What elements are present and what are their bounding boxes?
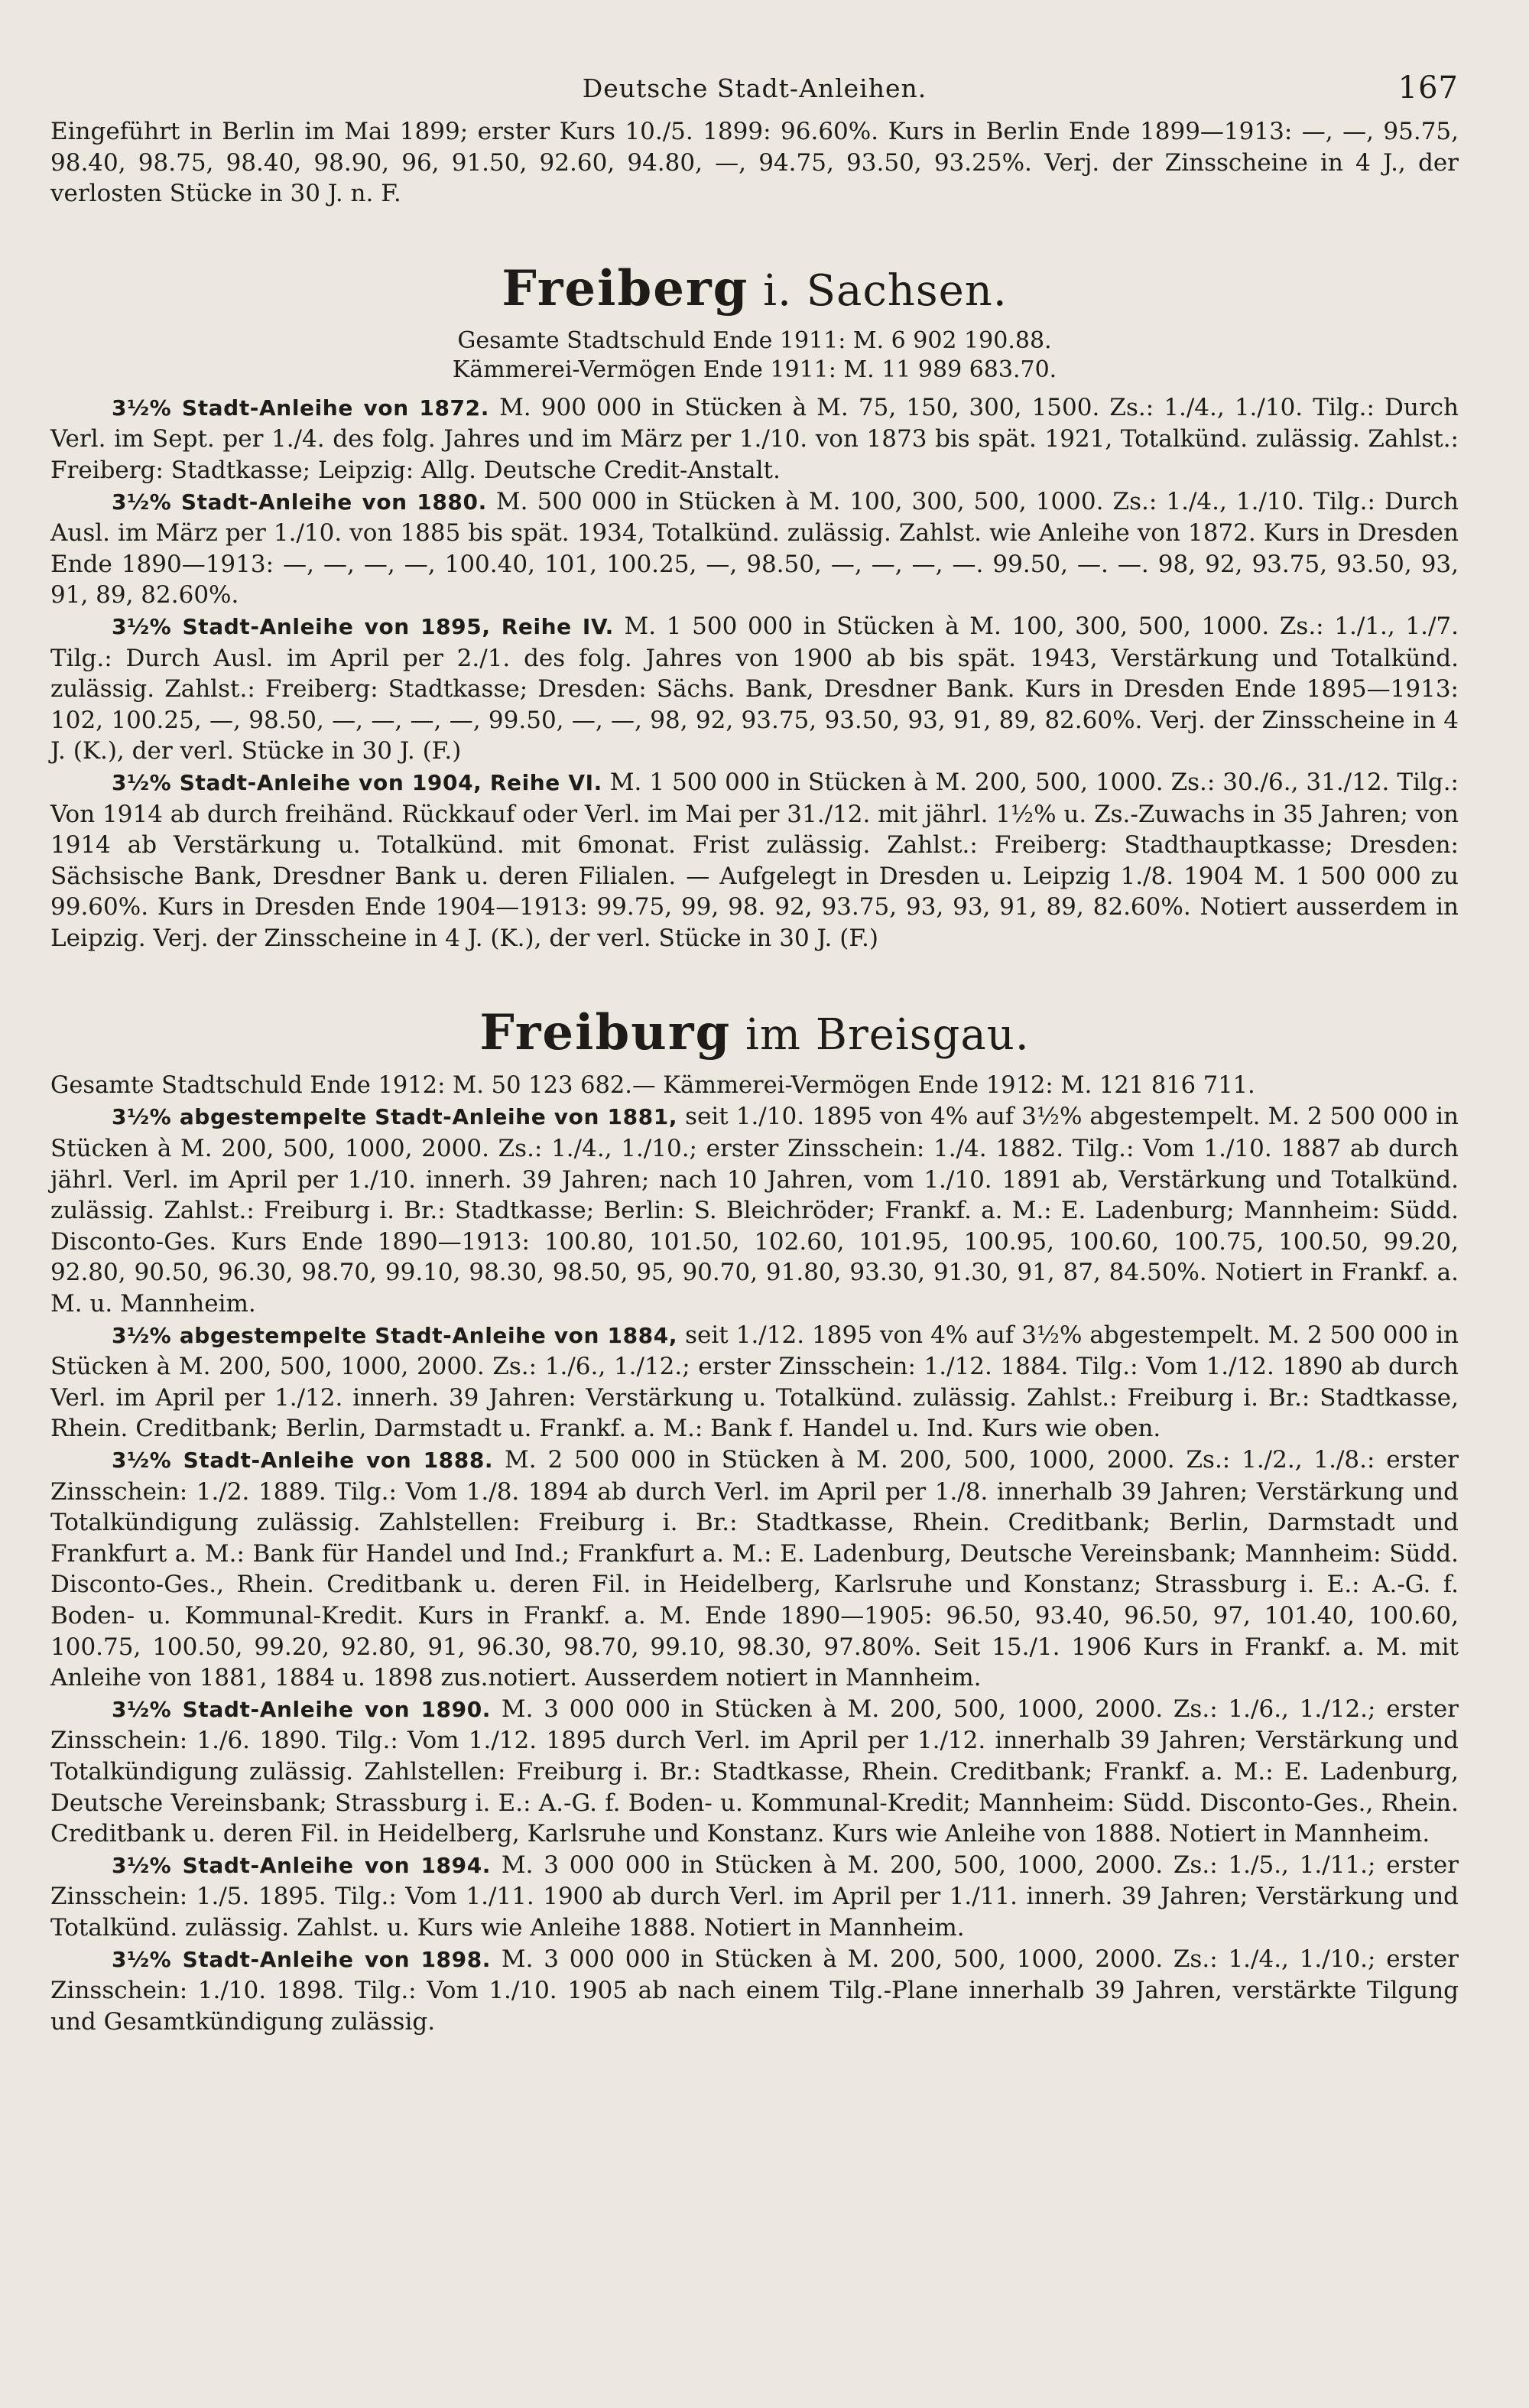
loan-heading: 3½% Stadt-Anleihe von 1898. — [112, 1946, 492, 1972]
loan-text: seit 1./10. 1895 von 4% auf 3½% abgestempelt. M. 2 500 000 in Stücken à M. 200, 500, 1000, 2000. Zs.: 1./4., 1./10.; erster Zinsschein: 1./4. 1882. Tilg.: Vom 1./10. 1887 ab durch jährl. Verl. im April per 1./10. innerh. 39 Jahren; nach 10 Jahren, vom 1./10. 1891 ab, Verstärkung und Totalkünd. zulässig. Zahlst.: Freiburg i. Br.: Stadtkasse; Berlin: S. Bleichröder; Frankf. a. M.: E. Ladenburg; Mannheim: Südd. Disconto-Ges. Kurs Ende 1890—1913: 100.80, 101.50, 102.60, 101.95, 100.95, 100.60, 100.75, 100.50, 99.20, 92.80, 90.50, 96.30, 98.70, 99.10, 98.30, 98.50, 95, 90.70, 91.80, 93.30, 91.30, 91, 87, 84.50%. Notiert in Frankf. a. M. u. Mannheim. — [50, 1103, 1459, 1318]
loan-heading: 3½% Stadt-Anleihe von 1904, Reihe VI. — [112, 769, 602, 795]
loan-text: M. 2 500 000 in Stücken à M. 200, 500, 1000, 2000. Zs.: 1./2., 1./8.: erster Zinsschein: 1./2. 1889. Tilg.: Vom 1./8. 1894 ab durch Verl. im April per 1./8. innerhalb 39 Jahren; Verstärkung und Totalkündigung zulässig. Zahlstellen: Freiburg i. Br.: Stadtkasse, Rhein. Creditbank; Berlin, Darmstadt und Frankfurt a. M.: Bank für Handel und Ind.; Frankfurt a. M.: E. Ladenburg, Deutsche Vereinsbank; Mannheim: Südd. Disconto-Ges., Rhein. Creditbank u. deren Fil. in Heidelberg, Karlsruhe und Konstanz; Strassburg i. E.: A.-G. f. Boden- u. Kommunal-Kredit. Kurs in Frankf. a. M. Ende 1890—1905: 96.50, 93.40, 96.50, 97, 101.40, 100.60, 100.75, 100.50, 99.20, 92.80, 91, 96.30, 98.70, 99.10, 98.30, 97.80%. Seit 15./1. 1906 Kurs in Frankf. a. M. mit Anleihe von 1881, 1884 u. 1898 zus.notiert. Ausserdem notiert in Mannheim. — [50, 1446, 1459, 1692]
loan-heading: 3½% Stadt-Anleihe von 1880. — [112, 489, 487, 515]
total-debt-line: Gesamte Stadtschuld Ende 1911: M. 6 902 190.88. — [457, 327, 1052, 354]
section-title-rest: i. Sachsen. — [748, 265, 1008, 316]
loan-heading: 3½% Stadt-Anleihe von 1872. — [112, 395, 489, 421]
loan-entry — [50, 486, 1459, 611]
loan-entry — [50, 1444, 1459, 1694]
loan-text: M. 3 000 000 in Stücken à M. 200, 500, 1000, 2000. Zs.: 1./4., 1./10.; erster Zinsschein: 1./10. 1898. Tilg.: Vom 1./10. 1905 ab nach einem Tilg.-Plane innerhalb 39 Jahren, verstärkte Tilgung und Gesamtkündigung zulässig. — [50, 1945, 1459, 2036]
loan-text: M. 3 000 000 in Stücken à M. 200, 500, 1000, 2000. Zs.: 1./5., 1./11.; erster Zinsschein: 1./5. 1895. Tilg.: Vom 1./11. 1900 ab durch Verl. im April per 1./11. innerh. 39 Jahren; Verstärkung und Totalkünd. zulässig. Zahlst. u. Kurs wie Anleihe 1888. Notiert in Mannheim. — [50, 1851, 1459, 1942]
section-title-rest: im Breisgau. — [731, 1010, 1030, 1061]
loan-heading: 3½% Stadt-Anleihe von 1890. — [112, 1696, 492, 1722]
loan-heading: 3½% abgestempelte Stadt-Anleihe von 1884, — [112, 1322, 678, 1348]
total-debt-line: Gesamte Stadtschuld Ende 1912: M. 50 123 682.— Kämmerei-Vermögen Ende 1912: M. 121 816 711. — [50, 1072, 1255, 1100]
intro-paragraph: Eingeführt in Berlin im Mai 1899; erster Kurs 10./5. 1899: 96.60%. Kurs in Berlin Ende 1899—1913: —, —, 95.75, 98.40, 98.75, 98.40, 98.90, 96, 91.50, 92.60, 94.80, —, 94.75, 93.50, 93.25%. Verj. der Zinsscheine in 4 J., der verlosten Stücke in 30 J. n. F. — [50, 118, 1459, 208]
loan-heading: 3½% Stadt-Anleihe von 1894. — [112, 1852, 492, 1878]
section-title-freiburg — [50, 1006, 1459, 1063]
loan-entry — [50, 1944, 1459, 2038]
page-number: 167 — [1398, 70, 1459, 106]
loan-entry — [50, 1101, 1459, 1319]
loan-text: M. 3 000 000 in Stücken à M. 200, 500, 1000, 2000. Zs.: 1./6., 1./12.; erster Zinsschein: 1./6. 1890. Tilg.: Vom 1./12. 1895 durch Verl. im April per 1./12. innerhalb 39 Jahren; Verstärkung und Totalkündigung zulässig. Zahlstellen: Freiburg i. Br.: Stadtkasse, Rhein. Creditbank; Frankf. a. M.: E. Ladenburg, Deutsche Vereinsbank; Strassburg i. E.: A.-G. f. Boden- u. Kommunal-Kredit; Mannheim: Südd. Disconto-Ges., Rhein. Creditbank u. deren Fil. in Heidelberg, Karlsruhe und Konstanz. Kurs wie Anleihe von 1888. Notiert in Mannheim. — [50, 1695, 1459, 1848]
section-title-main: Freiburg — [479, 1004, 732, 1062]
running-header — [50, 67, 1459, 116]
loan-entry — [50, 1320, 1459, 1444]
loan-heading: 3½% abgestempelte Stadt-Anleihe von 1881, — [112, 1104, 678, 1130]
loan-entry — [50, 1694, 1459, 1850]
running-title: Deutsche Stadt-Anleihen. — [582, 73, 927, 103]
loan-entry — [50, 1850, 1459, 1944]
loan-heading: 3½% Stadt-Anleihe von 1888. — [112, 1448, 494, 1473]
loan-text: seit 1./12. 1895 von 4% auf 3½% abgestempelt. M. 2 500 000 in Stücken à M. 200, 500, 1000, 2000. Zs.: 1./6., 1./12.; erster Zinsschein: 1./12. 1884. Tilg.: Vom 1./12. 1890 ab durch Verl. im April per 1./12. innerh. 39 Jahren: Verstärkung u. Totalkünd. zulässig. Zahlst.: Freiburg i. Br.: Stadtkasse, Rhein. Creditbank; Berlin, Darmstadt u. Frankf. a. M.: Bank f. Handel u. Ind. Kurs wie oben. — [50, 1321, 1459, 1443]
loan-text: M. 900 000 in Stücken à M. 75, 150, 300, 1500. Zs.: 1./4., 1./10. Tilg.: Durch Verl. im Sept. per 1./4. des folg. Jahres und im März per 1./10. von 1873 bis spät. 1921, Totalkünd. zulässig. Zahlst.: Freiberg: Stadtkasse; Leipzig: Allg. Deutsche Credit-Anstalt. — [50, 393, 1459, 484]
loan-text: M. 1 500 000 in Stücken à M. 100, 300, 500, 1000. Zs.: 1./1., 1./7. Tilg.: Durch Ausl. im April per 2./1. des folg. Jahres von 1900 ab bis spät. 1943, Verstärkung und Totalkünd. zulässig. Zahlst.: Freiberg: Stadtkasse; Dresden: Sächs. Bank, Dresdner Bank. Kurs in Dresden Ende 1895—1913: 102, 100.25, —, 98.50, —, —, —, —, 99.50, —, —, 98, 92, 93.75, 93.50, 93, 91, 89, 82.60%. Verj. der Zinsscheine in 4 J. (K.), der verl. Stücke in 30 J. (F.) — [50, 612, 1459, 765]
loan-entry — [50, 392, 1459, 486]
assets-line: Kämmerei-Vermögen Ende 1911: M. 11 989 683.70. — [452, 356, 1057, 383]
loan-entry — [50, 767, 1459, 954]
section-title-main: Freiberg — [502, 259, 749, 317]
spacer — [50, 385, 1459, 392]
loan-entry — [50, 611, 1459, 767]
loan-heading: 3½% Stadt-Anleihe von 1895, Reihe IV. — [112, 613, 614, 639]
section-title-freiberg — [50, 259, 1459, 319]
loan-text: M. 500 000 in Stücken à M. 100, 300, 500, 1000. Zs.: 1./4., 1./10. Tilg.: Durch Ausl. im März per 1./10. von 1885 bis spät. 1934, Totalkünd. zulässig. Zahlst. wie Anleihe von 1872. Kurs in Dresden Ende 1890—1913: —, —, —, —, 100.40, 101, 100.25, —, 98.50, —, —, —, —. 99.50, —. —. 98, 92, 93.75, 93.50, 93, 91, 89, 82.60%. — [50, 487, 1459, 609]
loan-text: M. 1 500 000 in Stücken à M. 200, 500, 1000. Zs.: 30./6., 31./12. Tilg.: Von 1914 ab durch freihänd. Rückkauf oder Verl. im Mai per 31./12. mit jährl. 1½% u. Zs.-Zuwachs in 35 Jahren; von 1914 ab Verstärkung u. Totalkünd. mit 6monat. Frist zulässig. Zahlst.: Freiberg: Stadthauptkasse; Dresden: Sächsische Bank, Dresdner Bank u. deren Filialen. — Aufgelegt in Dresden u. Leipzig 1./8. 1904 M. 1 500 000 zu 99.60%. Kurs in Dresden Ende 1904—1913: 99.75, 99, 98. 92, 93.75, 93, 93, 91, 89, 82.60%. Notiert ausserdem in Leipzig. Verj. der Zinsscheine in 4 J. (K.), der verl. Stücke in 30 J. (F.) — [50, 768, 1459, 952]
